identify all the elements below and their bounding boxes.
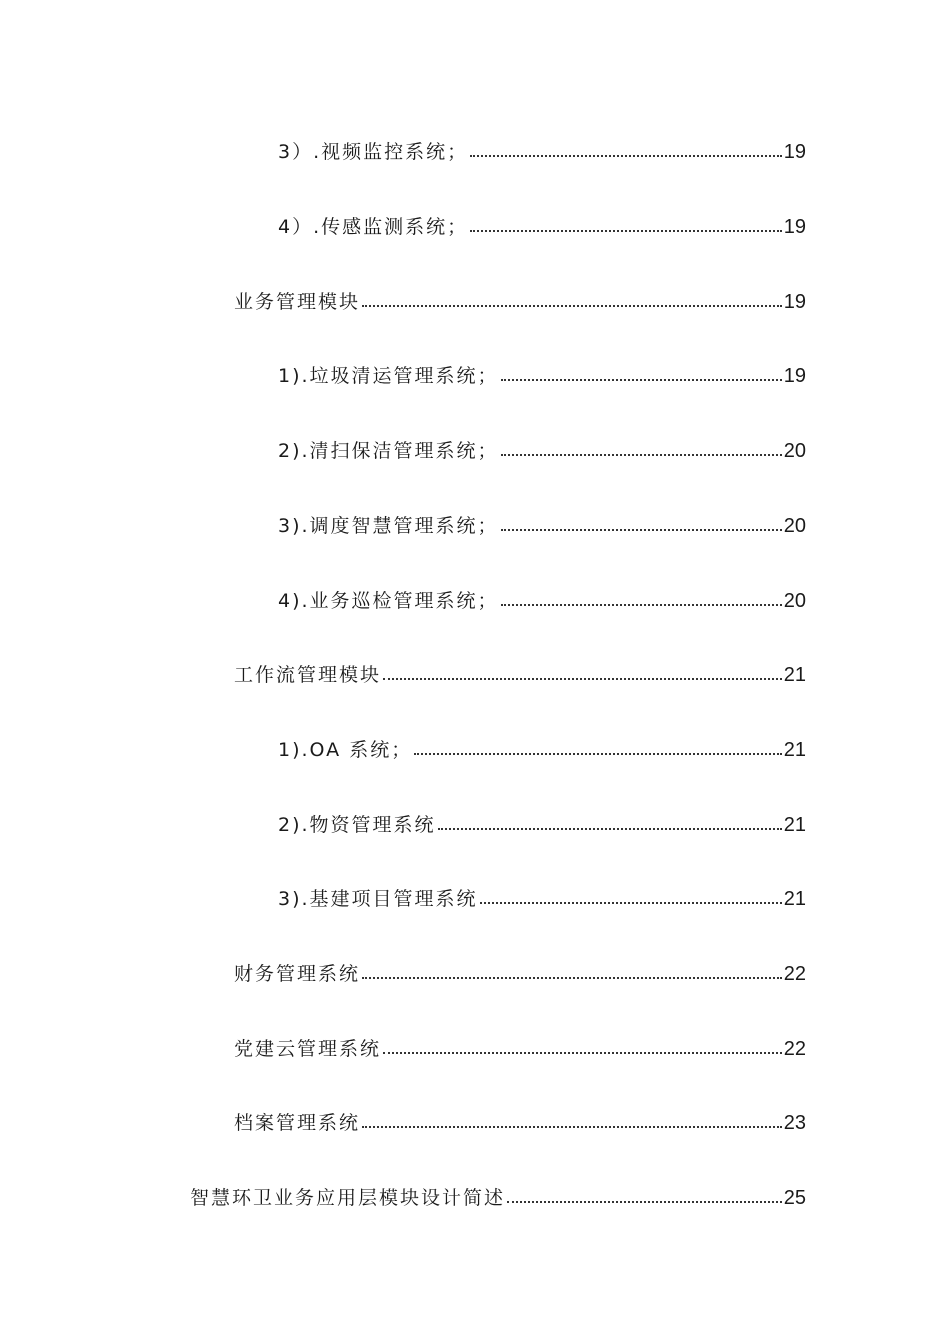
toc-page-number: 21 <box>783 888 806 910</box>
toc-entry-label: 4）.传感监测系统； <box>278 216 469 238</box>
toc-page-number: 20 <box>783 590 806 612</box>
toc-dot-leader <box>470 155 782 157</box>
toc-dot-leader <box>501 604 782 606</box>
toc-dot-leader <box>501 379 782 381</box>
toc-entry[interactable] <box>278 734 806 762</box>
toc-entry[interactable] <box>278 211 806 239</box>
toc-entry[interactable] <box>190 1182 806 1210</box>
toc-entry[interactable] <box>278 360 806 388</box>
toc-entry[interactable] <box>278 585 806 613</box>
toc-entry[interactable] <box>278 883 806 911</box>
toc-dot-leader <box>470 230 782 232</box>
toc-entry-label: 财务管理系统 <box>234 963 361 985</box>
toc-dot-leader <box>383 678 782 680</box>
toc-page-number: 21 <box>783 664 806 686</box>
toc-entry-label: 党建云管理系统 <box>234 1038 382 1060</box>
toc-page-number: 19 <box>783 216 806 238</box>
toc-entry[interactable] <box>234 958 806 986</box>
toc-entry[interactable] <box>278 510 806 538</box>
toc-entry-label: 1).OA 系统； <box>278 739 413 761</box>
toc-entry-label: 4).业务巡检管理系统； <box>278 590 499 612</box>
toc-dot-leader <box>507 1201 782 1203</box>
toc-entry-label: 智慧环卫业务应用层模块设计简述 <box>190 1187 506 1209</box>
toc-entry[interactable] <box>234 286 806 314</box>
toc-dot-leader <box>362 977 782 979</box>
toc-entry-label: 1).垃圾清运管理系统； <box>278 365 499 387</box>
toc-entry-label: 3）.视频监控系统； <box>278 141 469 163</box>
toc-page-number: 20 <box>783 440 806 462</box>
toc-dot-leader <box>501 454 782 456</box>
toc-entry[interactable] <box>278 435 806 463</box>
toc-entry[interactable] <box>234 1107 806 1135</box>
toc-dot-leader <box>362 305 782 307</box>
toc-dot-leader <box>414 753 782 755</box>
toc-dot-leader <box>362 1126 782 1128</box>
toc-page-number: 21 <box>783 739 806 761</box>
toc-entry[interactable] <box>278 809 806 837</box>
toc-entry[interactable] <box>278 136 806 164</box>
toc-dot-leader <box>438 828 782 830</box>
toc-page-number: 19 <box>783 291 806 313</box>
toc-page-number: 25 <box>783 1187 806 1209</box>
toc-entry-label: 工作流管理模块 <box>234 664 382 686</box>
toc-entry-label: 业务管理模块 <box>234 291 361 313</box>
toc-page-number: 21 <box>783 814 806 836</box>
toc-page-number: 19 <box>783 365 806 387</box>
toc-page-number: 23 <box>783 1112 806 1134</box>
toc-page-number: 22 <box>783 963 806 985</box>
toc-page-number: 20 <box>783 515 806 537</box>
toc-page-number: 19 <box>783 141 806 163</box>
toc-dot-leader <box>501 529 782 531</box>
toc-entry-label: 3).调度智慧管理系统； <box>278 515 499 537</box>
toc-entry-label: 档案管理系统 <box>234 1112 361 1134</box>
toc-dot-leader <box>383 1052 782 1054</box>
toc-entry-label: 3).基建项目管理系统 <box>278 888 478 910</box>
toc-dot-leader <box>480 902 782 904</box>
toc-entry[interactable] <box>234 1033 806 1061</box>
toc-entry-label: 2).清扫保洁管理系统； <box>278 440 499 462</box>
toc-page-number: 22 <box>783 1038 806 1060</box>
toc-entry-label: 2).物资管理系统 <box>278 814 436 836</box>
toc-entry[interactable] <box>234 659 806 687</box>
